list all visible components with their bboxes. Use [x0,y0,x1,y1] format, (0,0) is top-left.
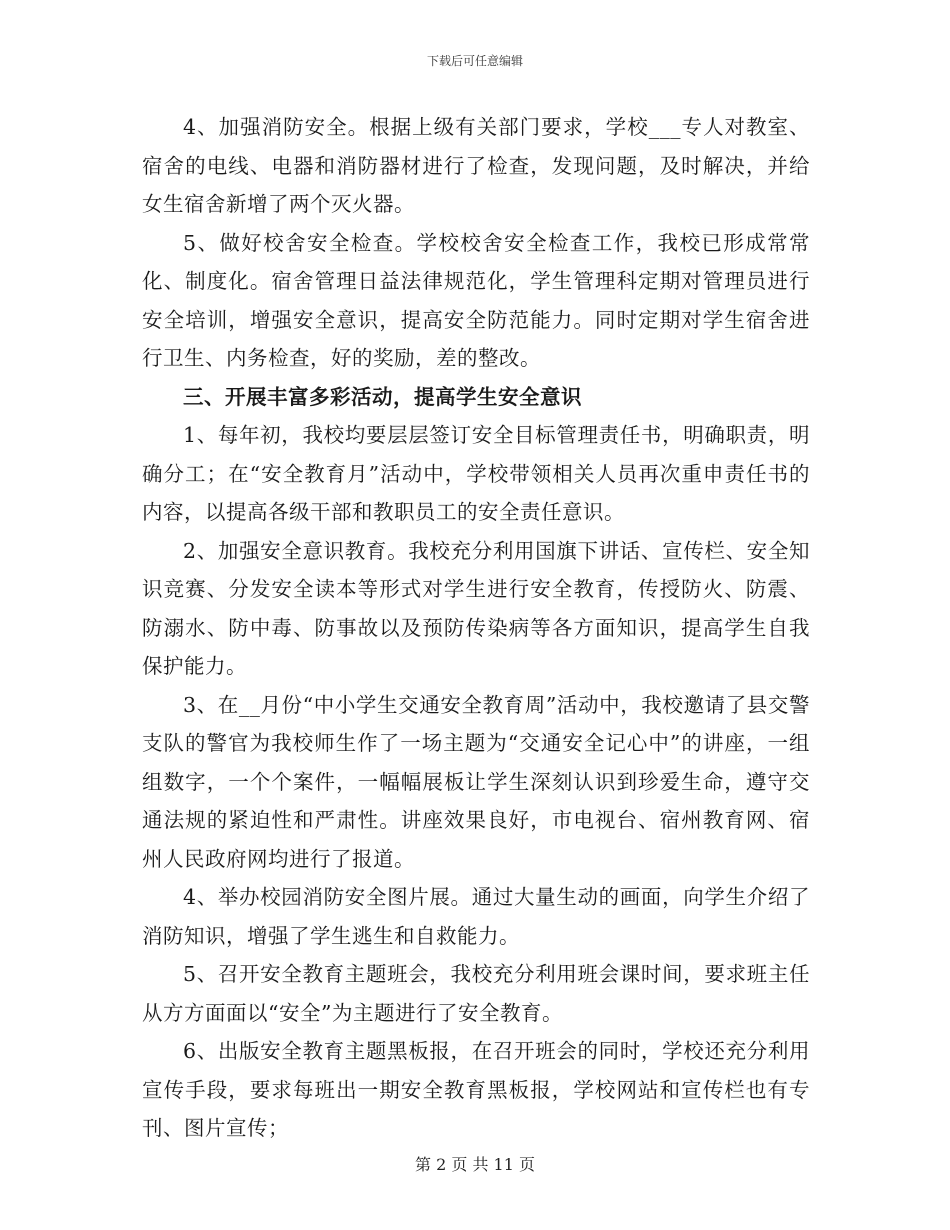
paragraph-class-meeting: 5、召开安全教育主题班会，我校充分利用班会课时间，要求班主任从方方面面以“安全”为主题进行了安全教育。 [142,962,810,1025]
page-header: 下载后可任意编辑 [426,54,523,68]
paragraph-fire-exhibit: 4、举办校园消防安全图片展。通过大量生动的画面，向学生介绍了消防知识，增强了学生逃生和自救能力。 [142,885,810,948]
paragraph-fire-safety: 4、加强消防安全。根据上级有关部门要求，学校___专人对教室、宿舍的电线、电器和消防器材进行了检查，发现问题，及时解决，并给女生宿舍新增了两个灭火器。 [142,115,810,216]
paragraph-responsibility: 1、每年初，我校均要层层签订安全目标管理责任书，明确职责，明确分工；在“安全教育月”活动中，学校带领相关人员再次重申责任书的内容，以提高各级干部和教职员工的安全责任意识。 [142,423,810,524]
paragraph-awareness-education: 2、加强安全意识教育。我校充分利用国旗下讲话、宣传栏、安全知识竞赛、分发安全读本等形式对学生进行安全教育，传授防火、防震、防溺水、防中毒、防事故以及预防传染病等各方面知识，提高学生自我保护能力。 [142,538,810,678]
paragraph-blackboard: 6、出版安全教育主题黑板报，在召开班会的同时，学校还充分利用宣传手段，要求每班出一期安全教育黑板报，学校网站和宣传栏也有专刊、图片宣传； [142,1039,810,1140]
page-number: 第 2 页 共 11 页 [415,1155,535,1174]
paragraph-traffic-week: 3、在__月份“中小学生交通安全教育周”活动中，我校邀请了县交警支队的警官为我校师生作了一场主题为“交通安全记心中”的讲座，一组组数字，一个个案件，一幅幅展板让学生深刻认识到珍爱生命，遵守交通法规的紧迫性和严肃性。讲座效果良好，市电视台、宿州教育网、宿州人民政府网均进行了报道。 [142,692,810,871]
document-body [142,108,810,1148]
paragraph-building-inspection: 5、做好校舍安全检查。学校校舍安全检查工作，我校已形成常常化、制度化。宿舍管理日益法律规范化，学生管理科定期对管理员进行安全培训，增强安全意识，提高安全防范能力。同时定期对学生宿舍进行卫生、内务检查，好的奖励，差的整改。 [142,230,810,370]
section-heading: 三、开展丰富多彩活动，提高学生安全意识 [183,384,582,409]
